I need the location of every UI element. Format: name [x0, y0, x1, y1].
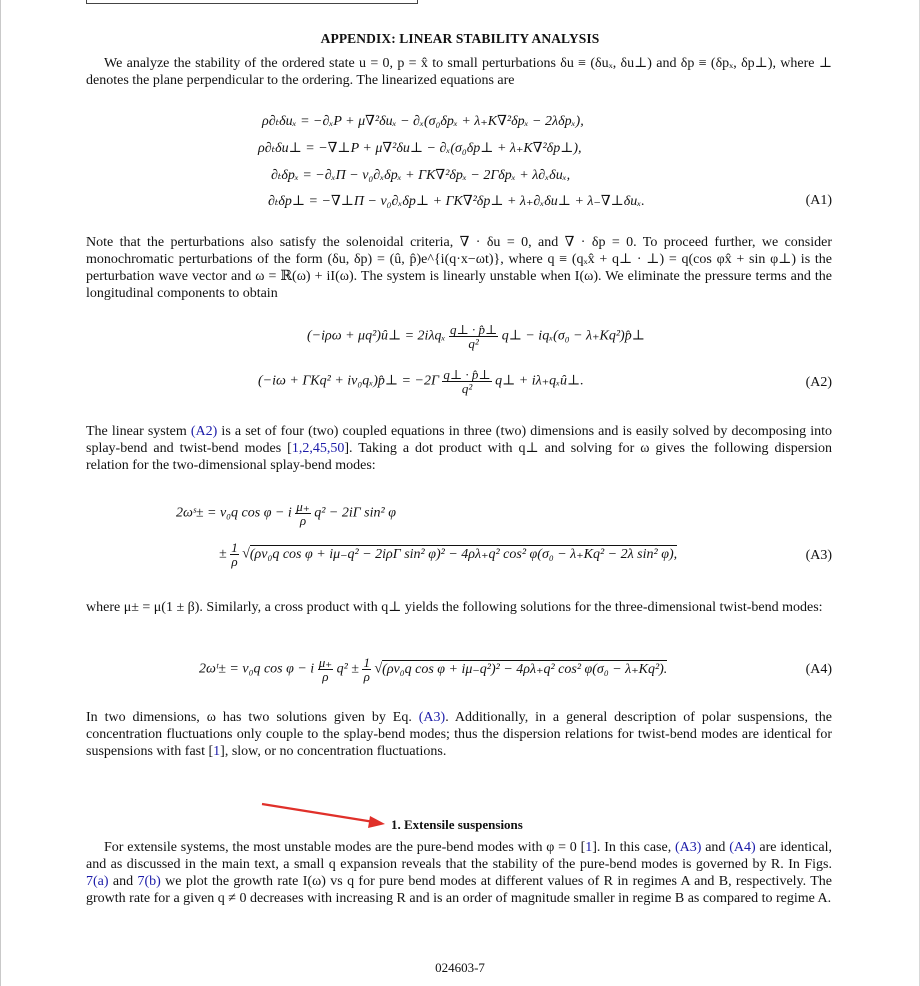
- equation-a2-line2-right: q⊥ + iλ₊qₓû⊥.: [495, 373, 584, 389]
- paragraph-twist-bend-text: where μ± = μ(1 ± β). Similarly, a cross product with q⊥ yields the following solutions for the three-dimensional twist-bend modes:: [86, 600, 823, 615]
- equation-a2-number: (A2): [805, 375, 832, 390]
- equation-a2-line2-left: (−iω + ΓKq² + iv₀qₓ)p̂⊥ = −2Γ: [258, 373, 439, 389]
- para5-a: In two dimensions, ω has two solutions given by Eq.: [86, 710, 419, 725]
- fraction-numerator: μ₊: [318, 655, 333, 670]
- fraction-numerator: 1: [363, 655, 370, 670]
- equation-a4-left: 2ωᵗ± = v₀q cos φ − i: [199, 661, 315, 677]
- para3-a: The linear system: [86, 424, 191, 439]
- fraction-numerator: q⊥ · p̂⊥: [449, 322, 498, 337]
- equation-a2-line1-left: (−iρω + μq²)û⊥ = 2iλqₓ: [307, 328, 446, 344]
- fraction-denominator: q²: [461, 381, 473, 396]
- equation-a1-line2: ρ∂ₜδu⊥ = −∇⊥P + μ∇²δu⊥ − ∂ₓ(σ₀δp⊥ + λ₊K∇²δp⊥),: [258, 141, 582, 156]
- fraction-denominator: q²: [468, 336, 479, 351]
- fraction-denominator: ρ: [231, 554, 238, 569]
- fraction-denominator: ρ: [363, 669, 370, 684]
- arrow-shaft: [262, 804, 374, 822]
- arrow-head-icon: [368, 816, 385, 828]
- equation-a4-radicand: (ρv₀q cos φ + iμ₋q²)² − 4ρλ₊q² cos² φ(σ₀ − λ₊Kq²).: [382, 661, 668, 677]
- page-number-footer: 024603-7: [435, 960, 485, 975]
- citation-link[interactable]: 1,2,45,50: [291, 441, 345, 456]
- equation-a4-number: (A4): [805, 662, 832, 677]
- equation-a1-line3: ∂ₜδpₓ = −∂ₓΠ − v₀∂ₓδpₓ + ΓK∇²δpₓ − 2Γδpₓ + λ∂ₓδuₓ,: [271, 168, 571, 183]
- paragraph-intro-text: We analyze the stability of the ordered state u = 0, p = x̂ to small perturbations δu ≡ (δuₓ, δu⊥) and δp ≡ (δpₓ, δp⊥), where ⊥ denotes the plane perpendicular to the ordering. The linearized equations are: [86, 56, 832, 88]
- para6-d: are identical, and as discussed in the main text, a small q expansion reveals that the stability of the pure-bend modes is governed by R. In Figs.: [86, 840, 832, 872]
- paragraph-extensile: [86, 839, 832, 907]
- para5-c: ], slow, or no concentration fluctuations.: [220, 744, 447, 759]
- equation-a1-number: (A1): [805, 193, 832, 208]
- para6-b: ]. In this case,: [592, 840, 675, 855]
- equation-a3-radicand: (ρv₀q cos φ + iμ₋q² − 2iρΓ sin² φ)² − 4ρλ₊q² cos² φ(σ₀ − λ₊Kq² − 2λ sin² φ),: [249, 546, 678, 562]
- equation-a3-line1-right: q² − 2iΓ sin² φ: [314, 505, 396, 521]
- ref-a2-link[interactable]: (A2): [190, 424, 218, 439]
- fraction-numerator: μ₊: [296, 499, 310, 514]
- sqrt-sign-icon: √: [242, 546, 250, 562]
- figure-7a-link[interactable]: 7(a): [86, 874, 109, 889]
- para6-f: we plot the growth rate I(ω) vs q for pure bend modes at different values of R in regimes A and B, respectively. The growth rate for a given q ≠ 0 decreases with increasing R and is an order of magnitude smaller in regime B as compared to regime A.: [86, 874, 832, 906]
- citation-link[interactable]: 1: [213, 744, 221, 759]
- equation-a3-line1-left: 2ωˢ± = v₀q cos φ − i: [176, 505, 292, 521]
- appendix-title: APPENDIX: LINEAR STABILITY ANALYSIS: [320, 31, 600, 46]
- fraction-denominator: ρ: [299, 513, 307, 528]
- equation-a3-pm: ±: [219, 546, 227, 562]
- equation-a3-number: (A3): [805, 548, 832, 563]
- ref-a4-link[interactable]: (A4): [729, 840, 756, 855]
- fraction-denominator: ρ: [322, 669, 329, 684]
- fraction-numerator: 1: [231, 540, 238, 555]
- fraction-numerator: q⊥ · p̂⊥: [443, 367, 491, 382]
- section-heading-extensile: 1. Extensile suspensions: [391, 817, 523, 832]
- para6-a: For extensile systems, the most unstable modes are the pure-bend modes with φ = 0 [: [104, 840, 586, 855]
- citation-link[interactable]: 1: [585, 840, 593, 855]
- equation-a4-middle: q² ±: [336, 661, 359, 677]
- equation-a1-line1: ρ∂ₜδuₓ = −∂ₓP + μ∇²δuₓ − ∂ₓ(σ₀δpₓ + λ₊K∇²δpₓ − 2λδpₓ),: [262, 114, 584, 129]
- para3-c: ]. Taking a dot product with q⊥ and solving for ω gives the following dispersion relation for the two-dimensional splay-bend modes:: [86, 441, 832, 473]
- para6-c: and: [701, 840, 730, 855]
- para6-e: and: [108, 874, 138, 889]
- para5-b: . Additionally, in a general description of polar suspensions, the concentration fluctuations only couple to the splay-bend modes; thus the dispersion relations for twist-bend modes are identical for suspensions with fast [: [86, 710, 832, 759]
- equation-a1-line4: ∂ₜδp⊥ = −∇⊥Π − v₀∂ₓδp⊥ + ΓK∇²δp⊥ + λ₊∂ₓδu⊥ + λ₋∇⊥δuₓ.: [268, 194, 645, 209]
- figure-7b-link[interactable]: 7(b): [137, 874, 161, 889]
- paragraph-perturbations-text: Note that the perturbations also satisfy the solenoidal criteria, ∇ · δu = 0, and ∇ · δp = 0. To proceed further, we consider monochromatic perturbations of the form (δu, δp) = (û, p̂)e^{i(q·x−ωt)}, where q ≡ (qₓx̂ + q⊥ · ⊥) = q(cos φx̂ + sin φ⊥) is the perturbation wave vector and ω = ℝ(ω) + iI(ω). The system is linearly unstable when I(ω). We eliminate the pressure terms and the longitudinal components to obtain: [86, 235, 832, 301]
- para3-b: is a set of four (two) coupled equations in three (two) dimensions and is easily solved by decomposing into splay-bend and twist-bend modes [: [86, 424, 832, 456]
- sqrt-sign-icon: √: [374, 661, 383, 677]
- equation-a2-line1-right: q⊥ − iqₓ(σ₀ − λ₊Kq²)p̂⊥: [501, 328, 645, 344]
- ref-a3-link[interactable]: (A3): [418, 710, 446, 725]
- ref-a3-link[interactable]: (A3): [675, 840, 702, 855]
